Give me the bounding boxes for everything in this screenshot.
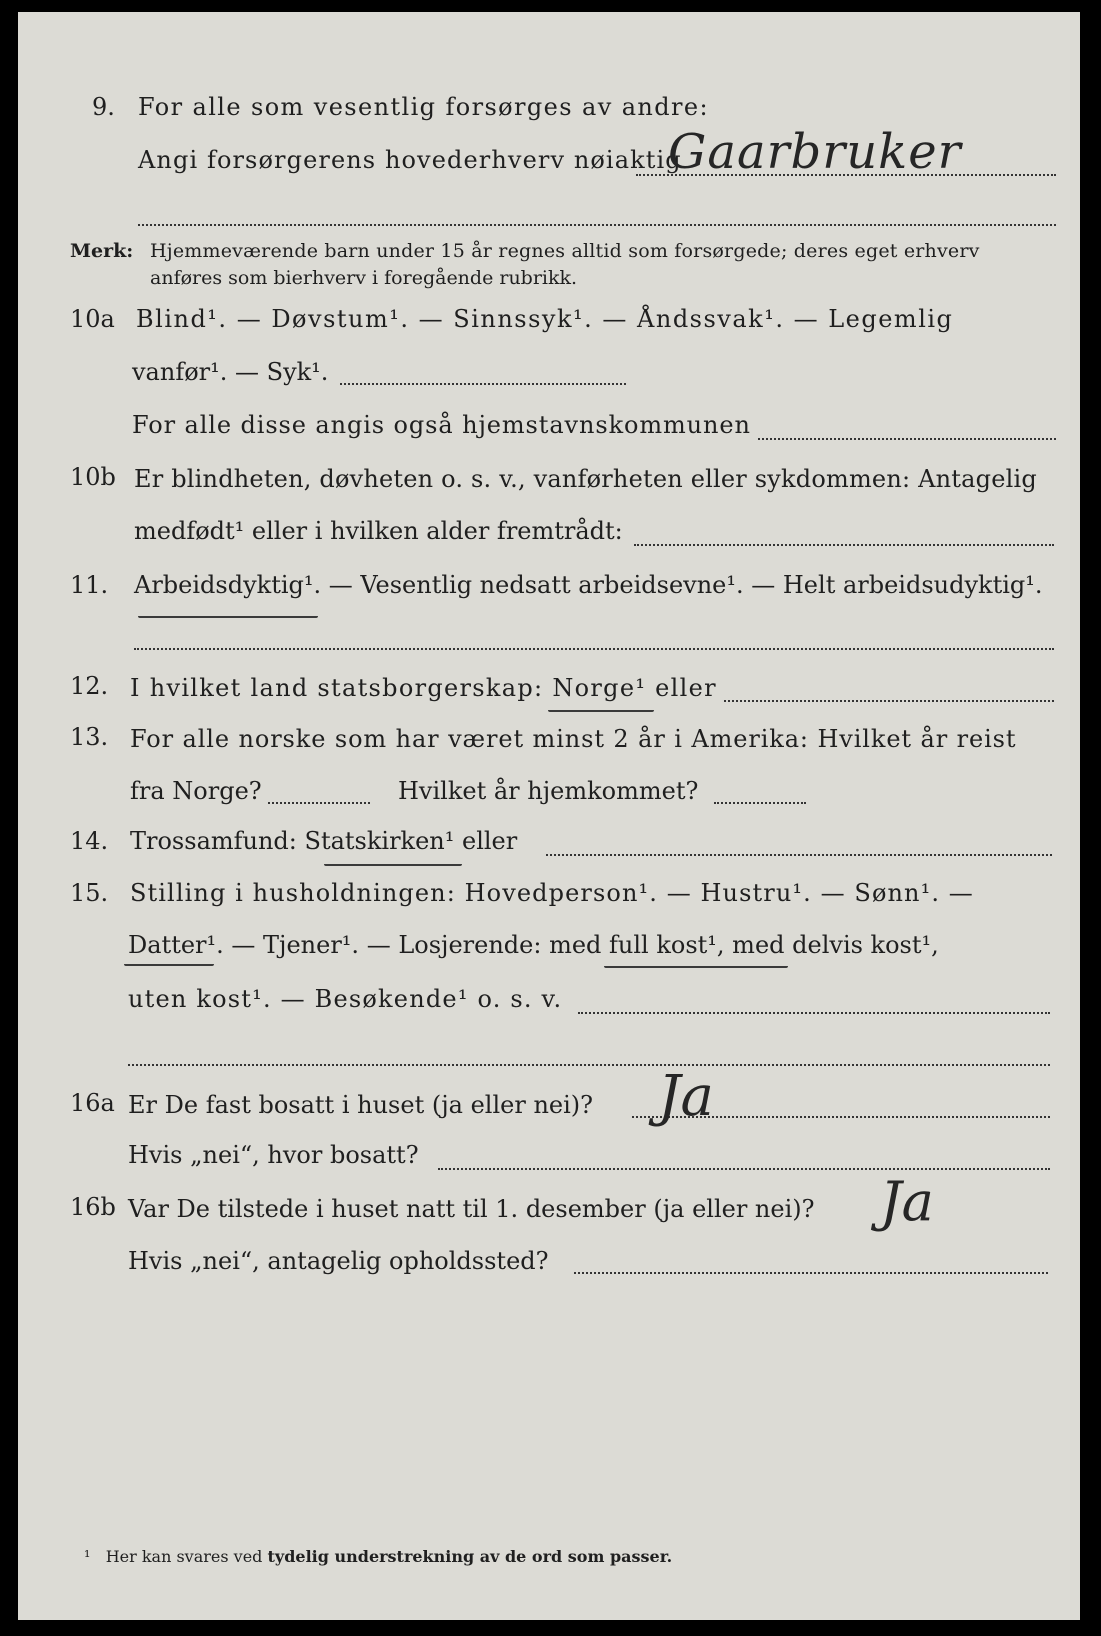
q12-answer-line <box>724 700 1054 702</box>
q10a-line3: For alle disse angis også hjemstavnskommunen <box>132 411 751 439</box>
q10b-number: 10b <box>70 463 116 491</box>
q9-line1: For alle som vesentlig forsørges av andre: <box>138 93 710 121</box>
q15-underline-full-kost <box>604 966 788 968</box>
q10a-answer-line <box>340 383 626 385</box>
q15-line2: Datter¹. — Tjener¹. — Losjerende: med full kost¹, med delvis kost¹, <box>128 931 939 959</box>
footnote-text-plain: Her kan svares ved <box>105 1547 263 1566</box>
q16a-handwritten-answer: Ja <box>658 1064 714 1129</box>
footnote-text-bold: tydelig understrekning av de ord som passer. <box>267 1547 673 1566</box>
q14-underline-statskirken <box>324 864 462 866</box>
q10b-answer-line <box>634 544 1054 546</box>
q10a-kommune-line <box>758 438 1056 440</box>
q13-line1: For alle norske som har været minst 2 år i Amerika: Hvilket år reist <box>130 725 1017 753</box>
q10b-line2: medfødt¹ eller i hvilken alder fremtrådt: <box>134 517 623 545</box>
q13-hjemkommet-line <box>714 802 806 804</box>
q16a-bosatt-line <box>438 1168 1050 1170</box>
footnote <box>84 1542 672 1572</box>
q9-handwritten-answer: Gaarbruker <box>668 124 962 180</box>
q12-underline-norge <box>548 710 654 712</box>
q14-line1: Trossamfund: Statskirken¹ eller <box>130 827 518 855</box>
q16b-line2: Hvis „nei“, antagelig opholdssted? <box>128 1247 549 1275</box>
merk-line2: anføres som bierhverv i foregående rubrikk. <box>150 267 578 289</box>
q11-number: 11. <box>70 571 109 599</box>
q16b-number: 16b <box>70 1193 116 1221</box>
merk-line1: Hjemmeværende barn under 15 år regnes alltid som forsørgede; deres eget erhverv <box>150 240 980 262</box>
q11-line1: Arbeidsdyktig¹. — Vesentlig nedsatt arbeidsevne¹. — Helt arbeidsudyktig¹. <box>134 571 1043 599</box>
q15-number: 15. <box>70 879 109 907</box>
q9-line2: Angi forsørgerens hovederhverv nøiaktig <box>138 146 682 174</box>
q11-underline-mark <box>138 616 318 618</box>
q15-line1: Stilling i husholdningen: Hovedperson¹. — Hustru¹. — Sønn¹. — <box>130 879 974 907</box>
q10a-number: 10a <box>70 305 115 333</box>
q10a-line2: vanfør¹. — Syk¹. <box>132 358 329 386</box>
q9-extra-line <box>138 224 1056 226</box>
q13-line2a: fra Norge? <box>130 777 262 805</box>
footnote-mark: ¹ <box>84 1547 91 1566</box>
census-form-page <box>18 12 1080 1620</box>
q13-line2b: Hvilket år hjemkommet? <box>398 777 699 805</box>
q14-number: 14. <box>70 827 109 855</box>
q16b-opholdssted-line <box>574 1272 1048 1274</box>
q16a-line1: Er De fast bosatt i huset (ja eller nei)? <box>128 1091 594 1119</box>
q15-line3: uten kost¹. — Besøkende¹ o. s. v. <box>128 985 563 1013</box>
q9-number: 9. <box>92 93 115 121</box>
q13-number: 13. <box>70 723 109 751</box>
q15-underline-datter <box>124 964 214 966</box>
q11-extra-line <box>134 648 1054 650</box>
q12-line1: I hvilket land statsborgerskap: Norge¹ eller <box>130 674 717 702</box>
q10b-line1: Er blindheten, døvheten o. s. v., vanførheten eller sykdommen: Antagelig <box>134 465 1037 493</box>
q12-number: 12. <box>70 672 109 700</box>
q14-answer-line <box>546 854 1052 856</box>
q15-extra-line <box>128 1064 1050 1066</box>
q16b-line1: Var De tilstede i huset natt til 1. desember (ja eller nei)? <box>128 1195 815 1223</box>
q13-reist-line <box>268 802 370 804</box>
q10a-line1: Blind¹. — Døvstum¹. — Sinnssyk¹. — Åndssvak¹. — Legemlig <box>136 305 954 333</box>
q15-answer-line <box>578 1012 1050 1014</box>
q16b-handwritten-answer: Ja <box>880 1170 934 1233</box>
q16a-line2: Hvis „nei“, hvor bosatt? <box>128 1141 419 1169</box>
merk-label: Merk: <box>70 240 134 262</box>
q16a-number: 16a <box>70 1089 115 1117</box>
